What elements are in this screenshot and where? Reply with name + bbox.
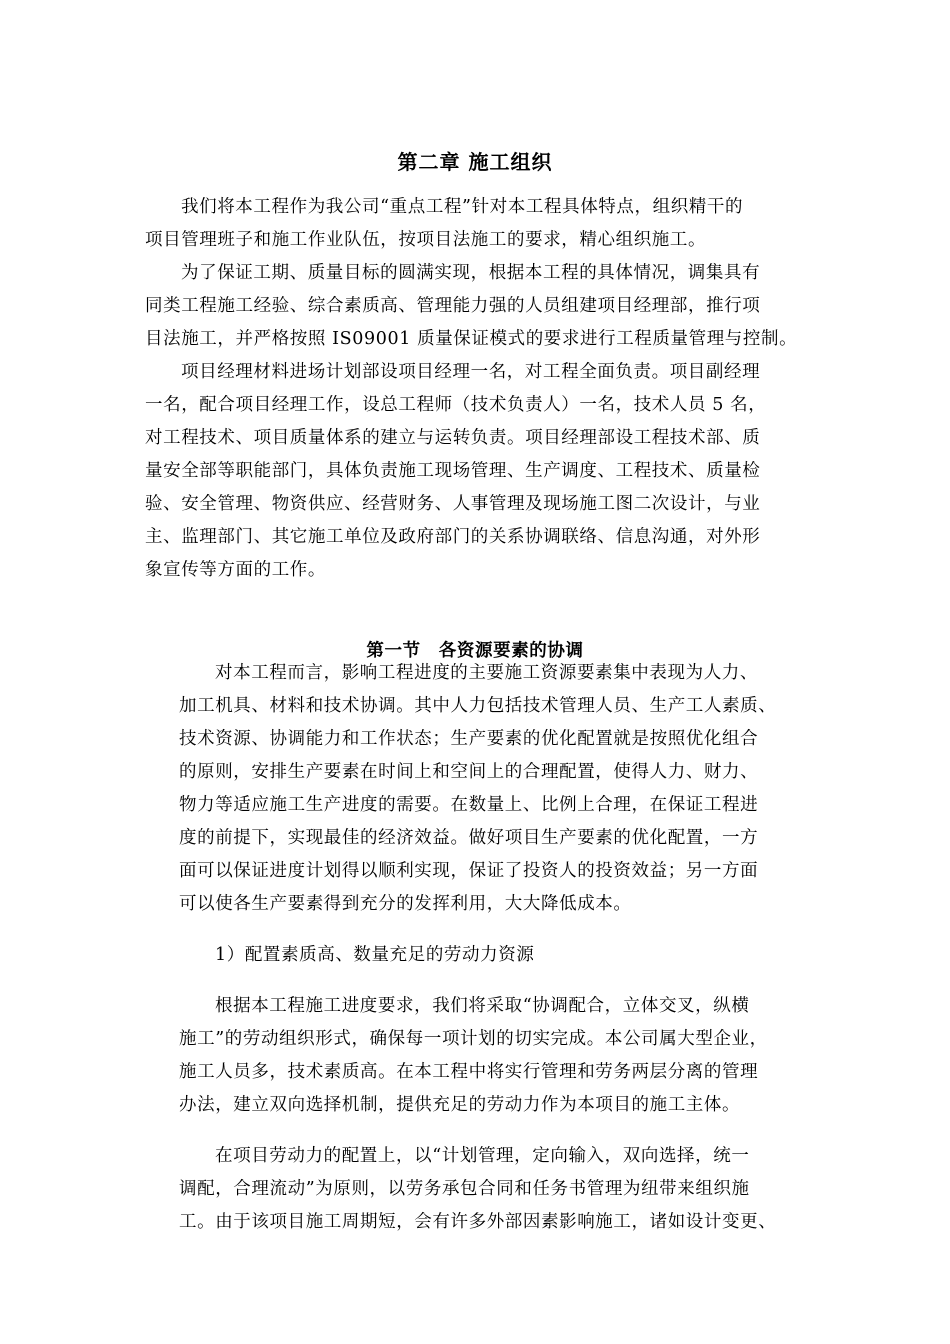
paragraph-spacer [179, 972, 829, 990]
paragraph-line: 项目管理班子和施工作业队伍，按项目法施工的要求，精心组织施工。 [145, 230, 707, 250]
paragraph-line: 工。由于该项目施工周期短，会有许多外部因素影响施工，诸如设计变更、 [179, 1212, 777, 1232]
paragraph-line: 象宣传等方面的工作。 [145, 560, 326, 580]
paragraph-line: 项目经理材料进场计划部设项目经理一名，对工程全面负责。项目副经理 [181, 362, 761, 382]
paragraph-line: 的原则，安排生产要素在时间上和空间上的合理配置，使得人力、财力、 [179, 762, 759, 782]
paragraph-line: 目法施工，并严格按照 IS09001 质量保证模式的要求进行工程质量管理与控制。 [145, 329, 798, 349]
paragraph-line: 度的前提下，实现最佳的经济效益。做好项目生产要素的优化配置，一方 [179, 828, 759, 848]
paragraph-line: 在项目劳动力的配置上，以“计划管理，定向输入，双向选择，统一 [215, 1146, 750, 1166]
paragraph-line: 物力等适应施工生产进度的需要。在数量上、比例上合理，在保证工程进 [179, 795, 759, 815]
paragraph-line: 验、安全管理、物资供应、经营财务、人事管理及现场施工图二次设计，与业 [145, 494, 761, 514]
paragraph-line: 我们将本工程作为我公司“重点工程”针对本工程具体特点，组织精干的 [181, 197, 744, 217]
paragraph-spacer [179, 1122, 829, 1140]
chapter-title: 第二章 施工组织 [397, 150, 553, 174]
paragraph-line: 调配，合理流动”为原则，以劳务承包合同和任务书管理为纽带来组织施 [179, 1179, 750, 1199]
section-text-block [179, 657, 829, 1239]
paragraph-line: 施工”的劳动组织形式，确保每一项计划的切实完成。本公司属大型企业， [179, 1029, 768, 1049]
paragraph-line: 主、监理部门、其它施工单位及政府部门的关系协调联络、信息沟通，对外形 [145, 527, 761, 547]
intro-text-block [145, 191, 815, 587]
paragraph-line: 为了保证工期、质量目标的圆满实现，根据本工程的具体情况，调集具有 [181, 263, 761, 283]
list-heading: 1）配置素质高、数量充足的劳动力资源 [215, 945, 535, 965]
paragraph-line: 对本工程而言，影响工程进度的主要施工资源要素集中表现为人力、 [215, 663, 758, 683]
paragraph-line: 根据本工程施工进度要求，我们将采取“协调配合，立体交叉，纵横 [215, 996, 750, 1016]
paragraph-spacer [179, 921, 829, 939]
paragraph-line: 技术资源、协调能力和工作状态；生产要素的优化配置就是按照优化组合 [179, 729, 759, 749]
paragraph-line: 加工机具、材料和技术协调。其中人力包括技术管理人员、生产工人素质、 [179, 696, 777, 716]
paragraph-line: 办法，建立双向选择机制，提供充足的劳动力作为本项目的施工主体。 [179, 1095, 741, 1115]
paragraph-line: 施工人员多，技术素质高。在本工程中将实行管理和劳务两层分离的管理 [179, 1062, 759, 1082]
section-title: 第一节 各资源要素的协调 [366, 641, 584, 661]
paragraph-line: 对工程技术、项目质量体系的建立与运转负责。项目经理部设工程技术部、质 [145, 428, 761, 448]
paragraph-line: 量安全部等职能部门，具体负责施工现场管理、生产调度、工程技术、质量检 [145, 461, 761, 481]
paragraph-line: 面可以保证进度计划得以顺利实现，保证了投资人的投资效益；另一方面 [179, 861, 759, 881]
paragraph-line: 可以使各生产要素得到充分的发挥利用，大大降低成本。 [179, 894, 632, 914]
paragraph-line: 一名，配合项目经理工作，设总工程师（技术负责人）一名，技术人员 5 名， [145, 395, 767, 415]
paragraph-line: 同类工程施工经验、综合素质高、管理能力强的人员组建项目经理部，推行项 [145, 296, 761, 316]
